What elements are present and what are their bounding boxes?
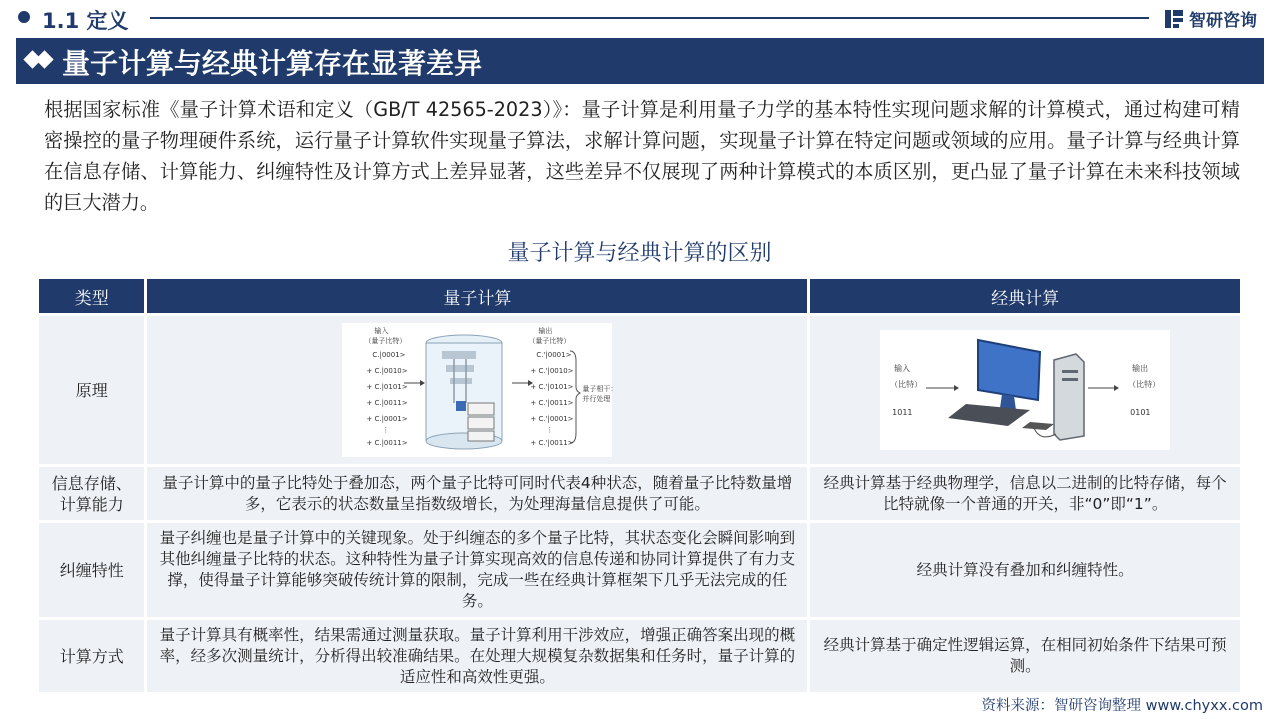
q-output-title: 输出 bbox=[538, 327, 553, 335]
top-bar bbox=[0, 0, 1279, 36]
c-input-title: 输入 bbox=[894, 364, 911, 373]
section-label: 1.1 定义 bbox=[42, 9, 129, 33]
table-header-row bbox=[39, 279, 1240, 313]
section-bullet-icon bbox=[18, 11, 30, 23]
table-row bbox=[39, 523, 1240, 617]
page-title: 量子计算与经典计算存在显著差异 bbox=[62, 47, 483, 80]
q-output-state: + C.'|0011> bbox=[530, 439, 574, 447]
q-input-state: + C.|0101> bbox=[366, 383, 408, 391]
q-output-state: + C.'|0101> bbox=[530, 383, 574, 391]
zhiyan-logo-icon bbox=[1163, 8, 1185, 30]
q-output-state: C.'|0001> bbox=[536, 351, 572, 359]
q-input-sub: （量子比特） bbox=[364, 337, 407, 345]
quantum-cell: 量子计算具有概率性，结果需通过测量获取。量子计算利用干涉效应，增强正确答案出现的概率，经多次测量统计，分析得出较准确结果。在处理大规模复杂数据集和任务时，量子计算的适应性和高效性更强。 bbox=[147, 620, 807, 692]
diamond-icon bbox=[35, 50, 53, 68]
header-classical: 经典计算 bbox=[810, 279, 1240, 313]
q-output-state: + C.'|0001> bbox=[530, 415, 574, 423]
q-input-state: + C.|0011> bbox=[366, 439, 408, 447]
comparison-table bbox=[36, 276, 1243, 695]
quantum-cell: 量子计算中的量子比特处于叠加态，两个量子比特可同时代表4种状态，随着量子比特数量增多，它表示的状态数量呈指数级增长，为处理海量信息提供了可能。 bbox=[147, 467, 807, 520]
c-output-title: 输出 bbox=[1132, 364, 1149, 373]
row-type: 计算方式 bbox=[39, 620, 144, 692]
table-row bbox=[39, 316, 1240, 464]
brand-name: 智研咨询 bbox=[1189, 11, 1257, 31]
c-input-value: 1011 bbox=[892, 408, 913, 417]
intro-paragraph: 根据国家标准《量子计算术语和定义（GB/T 42565-2023）》：量子计算是利用量子力学的基本特性实现问题求解的计算模式，通过构建可精密操控的量子物理硬件系统，运行量子计算软件实现量子算法，求解计算问题，实现量子计算在特定问题或领域的应用。量子计算与经典计算在信息存储、计算能力、纠缠特性及计算方式上差异显著，这些差异不仅展现了两种计算模式的本质区别，更凸显了量子计算在未来科技领域的巨大潜力。 bbox=[44, 98, 1240, 214]
q-input-state: + C.|0001> bbox=[366, 415, 408, 423]
title-banner bbox=[16, 38, 1264, 84]
q-output-sub: （量子比特） bbox=[528, 337, 571, 345]
c-input-sub: （比特） bbox=[890, 380, 923, 389]
header-type: 类型 bbox=[39, 279, 144, 313]
classical-cell: 经典计算基于经典物理学，信息以二进制的比特存储，每个比特就像一个普通的开关，非“0”即“1”。 bbox=[810, 467, 1240, 520]
classical-computer-illustration bbox=[880, 330, 1170, 450]
classical-cell: 经典计算没有叠加和纠缠特性。 bbox=[810, 523, 1240, 617]
q-output-state: ⋮ bbox=[546, 426, 554, 434]
quantum-computer-illustration bbox=[342, 323, 618, 457]
row-type: 原理 bbox=[39, 316, 144, 464]
q-input-state: + C.|0011> bbox=[366, 399, 408, 407]
table-row bbox=[39, 467, 1240, 520]
header-rule bbox=[150, 17, 1149, 19]
q-input-state: ⋮ bbox=[382, 426, 390, 434]
quantum-cell: 量子纠缠也是量子计算中的关键现象。处于纠缠态的多个量子比特，其状态变化会瞬间影响到其他纠缠量子比特的状态。这种特性为量子计算实现高效的信息传递和协同计算提供了有力支撑，使得量子计算能够突破传统计算的限制，完成一些在经典计算框架下几乎无法完成的任务。 bbox=[147, 523, 807, 617]
q-input-state: C.|0001> bbox=[372, 351, 406, 359]
brand-logo bbox=[1163, 6, 1257, 31]
q-note-line1: 量子相干： bbox=[582, 385, 618, 393]
q-input-title: 输入 bbox=[374, 327, 389, 335]
classical-principle-cell bbox=[810, 316, 1240, 464]
table-caption: 量子计算与经典计算的区别 bbox=[507, 241, 772, 266]
table-row bbox=[39, 620, 1240, 692]
row-type: 纠缠特性 bbox=[39, 523, 144, 617]
row-type: 信息存储、计算能力 bbox=[39, 467, 144, 520]
header-quantum: 量子计算 bbox=[147, 279, 807, 313]
c-output-value: 0101 bbox=[1130, 408, 1151, 417]
q-output-state: + C.'|0011> bbox=[530, 399, 574, 407]
desktop-computer-icon bbox=[880, 330, 1170, 450]
c-output-sub: （比特） bbox=[1128, 380, 1161, 389]
quantum-principle-cell bbox=[147, 316, 807, 464]
classical-cell: 经典计算基于确定性逻辑运算，在相同初始条件下结果可预测。 bbox=[810, 620, 1240, 692]
q-note-line2: 并行处理 bbox=[582, 395, 611, 403]
q-input-state: + C.|0010> bbox=[366, 367, 408, 375]
source-footer: 资料来源：智研咨询整理 www.chyxx.com bbox=[981, 698, 1263, 714]
q-output-state: + C.'|0010> bbox=[530, 367, 574, 375]
